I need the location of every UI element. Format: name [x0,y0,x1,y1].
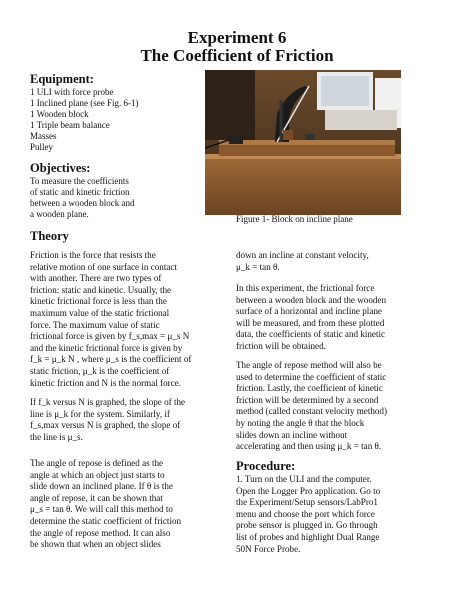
theory-line: slide down an inclined plane. If θ is the [30,481,174,492]
equipment-item: 1 ULI with force probe [30,87,114,97]
procedure-line: menu and choose the port which force [236,508,375,519]
theory-line: frictional force is given by f_s,max = μ_s N [30,331,190,342]
theory-line: determine the static coefficient of friction [30,515,182,526]
theory-line: angle at which an object just starts to [30,469,165,480]
theory-line: and the kinetic frictional force is given by [30,342,183,353]
theory-line: kinetic frictional force is less than the [30,296,167,307]
procedure-heading: Procedure: [236,459,296,473]
right-line: between a wooden block and the wooden [236,294,386,305]
right-paragraph-2 [236,283,442,353]
figure-caption: Figure 1- Block on incline plane [236,214,353,224]
right-line: In this experiment, the frictional force [236,283,375,293]
page-title: Experiment 6 [187,28,287,47]
procedure-line: 50N Force Probe. [236,543,301,554]
right-paragraph-3 [236,360,442,453]
right-line: accelerating and then using μ_k = tan θ. [236,441,382,452]
theory-paragraph-3 [30,458,216,551]
procedure-line: the Experiment/Setup sensors/LabPro1 [236,497,378,508]
theory-line: relative motion of one surface in contact [30,261,177,272]
right-line: method (called constant velocity method) [236,406,388,417]
right-line: friction will be determined by a second [236,394,379,405]
right-line: friction. Lastly, the coefficient of kinetic [236,383,383,394]
theory-line: maximum value of the static frictional [30,307,170,318]
procedure-line: list of probes and highlight Dual Range [236,531,380,542]
theory-paragraph-2 [30,397,216,443]
theory-line: f_s,max versus N is graphed, the slope of [30,420,181,431]
equipment-item: Pulley [30,142,54,152]
theory-line: f_k = μ_k N , where μ_s is the coefficient of [30,354,192,365]
theory-line: The angle of repose is defined as the [30,458,164,468]
procedure-line: Open the Logger Pro application. Go to [236,485,381,496]
equipment-item: 1 Inclined plane (see Fig. 6-1) [30,98,139,108]
objectives-line: a wooden plane. [30,209,89,219]
theory-heading: Theory [30,229,69,243]
right-line: friction will be obtained. [236,340,326,351]
equipment-item: 1 Wooden block [30,109,89,119]
theory-line: friction: static and kinetic. Usually, the [30,284,172,295]
incline-plane-photo [205,70,401,215]
objectives-line: To measure the coefficients [30,176,129,186]
right-line: The angle of repose method will also be [236,360,382,370]
objectives-line: of static and kinetic friction [30,187,130,197]
theory-line: static friction, μ_k is the coefficient of [30,365,170,376]
right-line: by noting the angle θ that the block [236,417,365,428]
equipment-item: Masses [30,131,57,141]
theory-line: kinetic friction and N is the normal force. [30,377,182,388]
procedure-line: probe sensor is plugged in. Go through [236,520,378,531]
objectives-text [30,176,134,220]
theory-paragraph-1 [30,250,216,389]
equipment-item: 1 Triple beam balance [30,120,110,130]
right-line: will be measured, and from these plotted [236,317,385,328]
right-line: slides down an incline without [236,429,348,440]
right-line: down an incline at constant velocity, [236,250,369,260]
equipment-list [30,87,138,153]
right-line: μ_k = tan θ. [236,261,280,272]
procedure-text [236,474,442,555]
theory-line: the angle of repose method. It can also [30,527,171,538]
theory-line: angle of repose, it can be shown that [30,492,163,503]
theory-line: the line is μ_s. [30,431,83,442]
objectives-line: between a wooden block and [30,198,135,208]
procedure-line: 1. Turn on the ULI and the computer. [236,474,372,484]
theory-line: force. The maximum value of static [30,319,160,330]
theory-line: be shown that when an object slides [30,539,161,550]
right-paragraph-1 [236,250,442,273]
theory-line: If f_k versus N is graphed, the slope of the [30,397,186,407]
page-subtitle: The Coefficient of Friction [140,46,334,65]
right-line: used to determine the coefficient of static [236,371,387,382]
theory-line: Friction is the force that resists the [30,250,156,260]
theory-line: with another. There are two types of [30,273,162,284]
equipment-heading: Equipment: [30,72,94,86]
right-line: surface of a horizontal and incline plane [236,306,382,317]
right-line: data, the coefficients of static and kinetic [236,329,386,340]
objectives-heading: Objectives: [30,161,91,175]
theory-line: line is μ_k for the system. Similarly, if [30,408,170,419]
theory-line: μ_s = tan θ. We will call this method to [30,504,173,515]
